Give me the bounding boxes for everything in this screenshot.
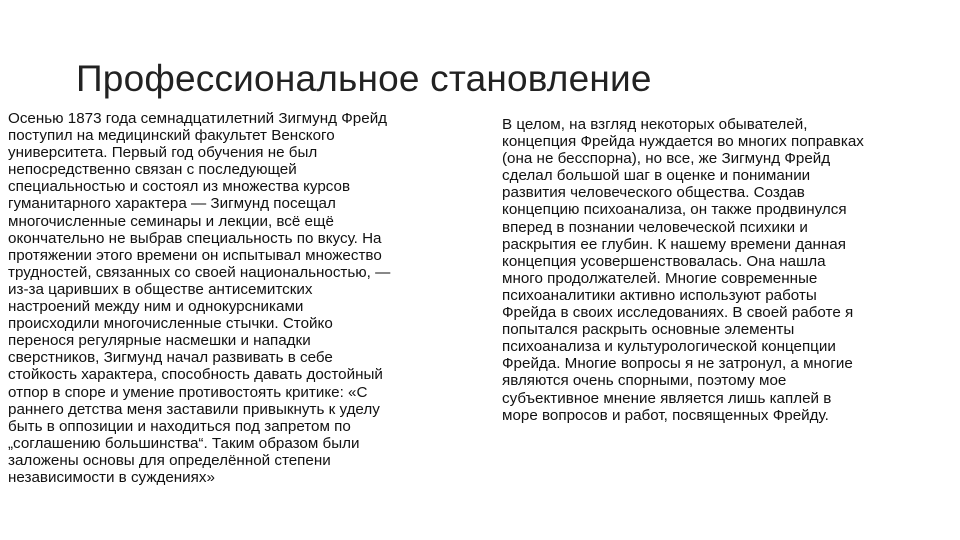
slide-title: Профессиональное становление <box>76 58 652 99</box>
left-text-column: Осенью 1873 года семнадцатилетний Зигмунд Фрейд поступил на медицинский факультет Венского университета. Первый год обучения не был непосредственно связан с последующей специальностью и состоял из множества курсов гуманитарного характера — Зигмунд посещал многочисленные семинары и лекции, всё ещё окончательно не выбрав специальность по вкусу. На протяжении этого времени он испытывал множество трудностей, связанных со своей национальностью, — из-за царивших в обществе антисемитских настроений между ним и однокурсниками происходили многочисленные стычки. Стойко перенося регулярные насмешки и нападки сверстников, Зигмунд начал развивать в себе стойкость характера, способность давать достойный отпор в споре и умение противостоять критике: «С раннего детства меня заставили привыкнуть к уделу быть в оппозиции и находиться под запретом по „соглашению большинства“. Таким образом были заложены основы для определённой степени независимости в суждениях» <box>8 110 391 486</box>
right-text-column: В целом, на взгляд некоторых обывателей, концепция Фрейда нуждается во многих поправках (она не бесспорна), но все, же Зигмунд Фрейд сделал большой шаг в оценке и понимании развития человеческого общества. Создав концепцию психоанализа, он также продвинулся вперед в познании человеческой психики и раскрытия ее глубин. К нашему времени данная концепция усовершенствовалась. Она нашла много продолжателей. Многие современные психоаналитики активно используют работы Фрейда в своих исследованиях. В своей работе я попытался раскрыть основные элементы психоанализа и культурологической концепции Фрейда. Многие вопросы я не затронул, а многие являются очень спорными, поэтому мое субъективное мнение является лишь каплей в море вопросов и работ, посвященных Фрейду. <box>502 116 864 424</box>
